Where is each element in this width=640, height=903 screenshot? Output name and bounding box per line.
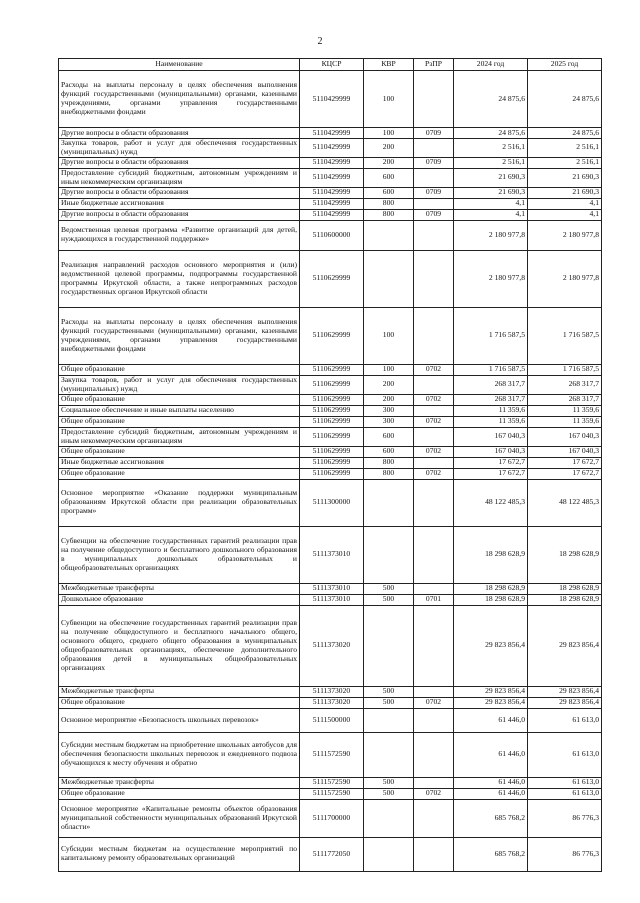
row-rzpr-cell: 0709: [414, 209, 454, 220]
table-row: [59, 777, 602, 788]
row-amount-2024-cell: 29 823 856,4: [454, 697, 528, 708]
row-kvr-cell: [364, 250, 414, 307]
row-kvr-cell: 500: [364, 788, 414, 799]
row-amount-2025-cell: 18 298 628,9: [528, 583, 602, 594]
row-rzpr-cell: [414, 250, 454, 307]
row-kvr-cell: 300: [364, 405, 414, 416]
row-amount-2024-cell: 2 516,1: [454, 139, 528, 158]
header-kvr: КВР: [364, 59, 414, 71]
table-row: [59, 71, 602, 128]
row-kcsr-cell: 5110429999: [300, 198, 364, 209]
row-rzpr-cell: [414, 307, 454, 364]
row-amount-2025-cell: 24 875,6: [528, 71, 602, 128]
row-kvr-cell: 800: [364, 468, 414, 479]
row-kvr-cell: 600: [364, 187, 414, 198]
row-rzpr-cell: [414, 479, 454, 526]
row-amount-2024-cell: 4,1: [454, 209, 528, 220]
row-amount-2025-cell: 29 823 856,4: [528, 605, 602, 686]
row-kvr-cell: [364, 708, 414, 732]
row-name-cell: Иные бюджетные ассигнования: [59, 457, 300, 468]
row-kcsr-cell: 5110629999: [300, 375, 364, 394]
row-name-cell: Предоставление субсидий бюджетным, автономным учреждениям и иным некоммерческим организациям: [59, 427, 300, 446]
row-kvr-cell: 600: [364, 168, 414, 187]
row-name-cell: Расходы на выплаты персоналу в целях обеспечения выполнения функций государственными (муниципальными) органами, казенными учреждениями, органами управления государственными внебюджетными фондами: [59, 307, 300, 364]
table-row: [59, 187, 602, 198]
table-row: [59, 799, 602, 837]
row-amount-2024-cell: 167 040,3: [454, 446, 528, 457]
row-name-cell: Общее образование: [59, 697, 300, 708]
row-kvr-cell: 200: [364, 375, 414, 394]
row-rzpr-cell: 0709: [414, 128, 454, 139]
row-amount-2025-cell: 48 122 485,3: [528, 479, 602, 526]
table-row: [59, 364, 602, 375]
row-amount-2024-cell: 29 823 856,4: [454, 686, 528, 697]
row-rzpr-cell: [414, 777, 454, 788]
header-year-2025: 2025 год: [528, 59, 602, 71]
row-kcsr-cell: 5110429999: [300, 128, 364, 139]
row-rzpr-cell: 0702: [414, 446, 454, 457]
row-name-cell: Общее образование: [59, 364, 300, 375]
row-name-cell: Общее образование: [59, 788, 300, 799]
row-kvr-cell: 100: [364, 307, 414, 364]
table-row: [59, 416, 602, 427]
row-name-cell: Закупка товаров, работ и услуг для обеспечения государственных (муниципальных) нужд: [59, 139, 300, 158]
row-amount-2024-cell: 1 716 587,5: [454, 364, 528, 375]
row-amount-2024-cell: 268 317,7: [454, 394, 528, 405]
row-name-cell: Другие вопросы в области образования: [59, 209, 300, 220]
row-amount-2025-cell: 2 180 977,8: [528, 220, 602, 250]
header-year-2024: 2024 год: [454, 59, 528, 71]
row-kcsr-cell: 5110429999: [300, 71, 364, 128]
table-row: [59, 446, 602, 457]
row-name-cell: Закупка товаров, работ и услуг для обеспечения государственных (муниципальных) нужд: [59, 375, 300, 394]
row-name-cell: Основное мероприятие «Безопасность школьных перевозок»: [59, 708, 300, 732]
row-kvr-cell: [364, 837, 414, 871]
row-amount-2025-cell: 21 690,3: [528, 168, 602, 187]
row-kvr-cell: [364, 605, 414, 686]
table-row: [59, 788, 602, 799]
table-row: [59, 732, 602, 777]
row-kcsr-cell: 5110429999: [300, 157, 364, 168]
row-amount-2024-cell: 11 359,6: [454, 405, 528, 416]
row-rzpr-cell: [414, 526, 454, 583]
table-row: [59, 307, 602, 364]
row-amount-2025-cell: 17 672,7: [528, 457, 602, 468]
row-kcsr-cell: 5111373020: [300, 697, 364, 708]
header-kcsr: КЦСР: [300, 59, 364, 71]
row-amount-2025-cell: 11 359,6: [528, 416, 602, 427]
row-amount-2025-cell: 167 040,3: [528, 446, 602, 457]
row-name-cell: Общее образование: [59, 416, 300, 427]
row-amount-2024-cell: 29 823 856,4: [454, 605, 528, 686]
row-amount-2025-cell: 29 823 856,4: [528, 686, 602, 697]
row-name-cell: Другие вопросы в области образования: [59, 157, 300, 168]
table-row: [59, 128, 602, 139]
row-amount-2025-cell: 18 298 628,9: [528, 526, 602, 583]
row-name-cell: Другие вопросы в области образования: [59, 187, 300, 198]
table-row: [59, 594, 602, 605]
row-amount-2024-cell: 21 690,3: [454, 168, 528, 187]
row-kcsr-cell: 5110629999: [300, 446, 364, 457]
table-row: [59, 708, 602, 732]
header-name: Наименование: [59, 59, 300, 71]
row-kcsr-cell: 5111373010: [300, 526, 364, 583]
row-kvr-cell: 800: [364, 209, 414, 220]
row-name-cell: Ведомственная целевая программа «Развитие организаций для детей, нуждающихся в государственной поддержке»: [59, 220, 300, 250]
row-rzpr-cell: 0702: [414, 788, 454, 799]
row-rzpr-cell: 0702: [414, 394, 454, 405]
row-name-cell: Основное мероприятие «Капитальные ремонты объектов образования муниципальной собственности муниципальных образований Иркутской области»: [59, 799, 300, 837]
row-amount-2024-cell: 61 446,0: [454, 732, 528, 777]
row-rzpr-cell: 0701: [414, 594, 454, 605]
row-amount-2025-cell: 21 690,3: [528, 187, 602, 198]
table-row: [59, 468, 602, 479]
table-row: [59, 394, 602, 405]
table-row: [59, 605, 602, 686]
row-amount-2025-cell: 18 298 628,9: [528, 594, 602, 605]
row-kvr-cell: [364, 526, 414, 583]
row-kvr-cell: 800: [364, 457, 414, 468]
row-kcsr-cell: 5111700000: [300, 799, 364, 837]
row-kvr-cell: 100: [364, 71, 414, 128]
row-rzpr-cell: [414, 168, 454, 187]
table-row: [59, 157, 602, 168]
row-kcsr-cell: 5111772050: [300, 837, 364, 871]
row-name-cell: Субвенции на обеспечение государственных гарантий реализации прав на получение общедоступного и бесплатного начального общего, основного общего, среднего общего образования в муниципальных общеобразовательных организациях, обеспечение дополнительного образования детей в муниципальных общеобразовательных организациях: [59, 605, 300, 686]
row-amount-2024-cell: 17 672,7: [454, 468, 528, 479]
row-kcsr-cell: 5111300000: [300, 479, 364, 526]
row-rzpr-cell: [414, 139, 454, 158]
row-name-cell: Социальное обеспечение и иные выплаты населению: [59, 405, 300, 416]
row-amount-2024-cell: 61 446,0: [454, 708, 528, 732]
row-kcsr-cell: 5111572590: [300, 732, 364, 777]
row-kcsr-cell: 5111373020: [300, 686, 364, 697]
row-kcsr-cell: 5110600000: [300, 220, 364, 250]
row-kvr-cell: 600: [364, 446, 414, 457]
row-amount-2024-cell: 18 298 628,9: [454, 526, 528, 583]
row-kcsr-cell: 5110429999: [300, 209, 364, 220]
row-name-cell: Расходы на выплаты персоналу в целях обеспечения выполнения функций государственными (муниципальными) органами, казенными учреждениями, органами управления государственными внебюджетными фондами: [59, 71, 300, 128]
row-amount-2024-cell: 18 298 628,9: [454, 583, 528, 594]
row-kcsr-cell: 5110629999: [300, 307, 364, 364]
row-kvr-cell: [364, 799, 414, 837]
row-rzpr-cell: 0702: [414, 697, 454, 708]
row-rzpr-cell: [414, 405, 454, 416]
row-amount-2024-cell: 2 516,1: [454, 157, 528, 168]
row-kcsr-cell: 5110429999: [300, 139, 364, 158]
row-amount-2025-cell: 2 516,1: [528, 157, 602, 168]
table-row: [59, 250, 602, 307]
row-amount-2024-cell: 685 768,2: [454, 837, 528, 871]
row-kvr-cell: 100: [364, 364, 414, 375]
row-rzpr-cell: [414, 583, 454, 594]
row-amount-2024-cell: 24 875,6: [454, 128, 528, 139]
row-kcsr-cell: 5110629999: [300, 468, 364, 479]
row-rzpr-cell: [414, 198, 454, 209]
row-rzpr-cell: [414, 220, 454, 250]
row-name-cell: Общее образование: [59, 446, 300, 457]
row-amount-2024-cell: 1 716 587,5: [454, 307, 528, 364]
row-kcsr-cell: 5111572590: [300, 777, 364, 788]
table-row: [59, 405, 602, 416]
row-amount-2025-cell: 11 359,6: [528, 405, 602, 416]
row-amount-2025-cell: 17 672,7: [528, 468, 602, 479]
row-amount-2025-cell: 4,1: [528, 209, 602, 220]
row-amount-2024-cell: 48 122 485,3: [454, 479, 528, 526]
table-row: [59, 220, 602, 250]
row-kvr-cell: 500: [364, 777, 414, 788]
row-kcsr-cell: 5110429999: [300, 187, 364, 198]
row-amount-2024-cell: 61 446,0: [454, 777, 528, 788]
row-name-cell: Иные бюджетные ассигнования: [59, 198, 300, 209]
table-row: [59, 837, 602, 871]
row-name-cell: Другие вопросы в области образования: [59, 128, 300, 139]
row-kvr-cell: 100: [364, 128, 414, 139]
page-number: 2: [317, 36, 323, 47]
row-kcsr-cell: 5111500000: [300, 708, 364, 732]
row-name-cell: Основное мероприятие «Оказание поддержки муниципальным образованиям Иркутской области при реализации образовательных программ»: [59, 479, 300, 526]
table-row: [59, 427, 602, 446]
table-row: [59, 697, 602, 708]
row-amount-2024-cell: 18 298 628,9: [454, 594, 528, 605]
row-kvr-cell: 200: [364, 394, 414, 405]
row-rzpr-cell: [414, 686, 454, 697]
row-rzpr-cell: 0709: [414, 187, 454, 198]
row-rzpr-cell: [414, 837, 454, 871]
row-name-cell: Субсидии местным бюджетам на осуществление мероприятий по капитальному ремонту образовательных организаций: [59, 837, 300, 871]
row-name-cell: Общее образование: [59, 468, 300, 479]
row-amount-2024-cell: 2 180 977,8: [454, 250, 528, 307]
table-row: [59, 198, 602, 209]
row-kcsr-cell: 5111373010: [300, 594, 364, 605]
row-amount-2024-cell: 4,1: [454, 198, 528, 209]
row-kvr-cell: 800: [364, 198, 414, 209]
row-rzpr-cell: [414, 799, 454, 837]
row-kcsr-cell: 5110629999: [300, 457, 364, 468]
table-row: [59, 375, 602, 394]
row-amount-2024-cell: 167 040,3: [454, 427, 528, 446]
row-kcsr-cell: 5111373020: [300, 605, 364, 686]
budget-table: [58, 58, 602, 872]
row-rzpr-cell: 0702: [414, 468, 454, 479]
table-row: [59, 583, 602, 594]
row-amount-2025-cell: 1 716 587,5: [528, 364, 602, 375]
row-kvr-cell: 500: [364, 583, 414, 594]
row-amount-2024-cell: 2 180 977,8: [454, 220, 528, 250]
row-amount-2024-cell: 685 768,2: [454, 799, 528, 837]
row-kvr-cell: 300: [364, 416, 414, 427]
row-name-cell: Предоставление субсидий бюджетным, автономным учреждениям и иным некоммерческим организациям: [59, 168, 300, 187]
table-row: [59, 526, 602, 583]
row-amount-2025-cell: 61 613,0: [528, 788, 602, 799]
row-kvr-cell: 200: [364, 139, 414, 158]
row-name-cell: Общее образование: [59, 394, 300, 405]
row-amount-2025-cell: 2 180 977,8: [528, 250, 602, 307]
row-kvr-cell: 600: [364, 427, 414, 446]
table-row: [59, 209, 602, 220]
row-amount-2025-cell: 167 040,3: [528, 427, 602, 446]
row-kcsr-cell: 5110629999: [300, 394, 364, 405]
table-row: [59, 479, 602, 526]
row-kcsr-cell: 5110429999: [300, 168, 364, 187]
row-kvr-cell: 500: [364, 686, 414, 697]
row-kvr-cell: 200: [364, 157, 414, 168]
row-amount-2025-cell: 86 776,3: [528, 799, 602, 837]
row-kcsr-cell: 5111572590: [300, 788, 364, 799]
table-row: [59, 686, 602, 697]
table-header-row: [59, 59, 602, 71]
row-name-cell: Субвенции на обеспечение государственных гарантий реализации прав на получение общедоступного и бесплатного дошкольного образования в муниципальных дошкольных образовательных и общеобразовательных организациях: [59, 526, 300, 583]
row-name-cell: Межбюджетные трансферты: [59, 583, 300, 594]
table-row: [59, 168, 602, 187]
row-kvr-cell: [364, 220, 414, 250]
header-rzpr: РзПР: [414, 59, 454, 71]
row-kcsr-cell: 5110629999: [300, 250, 364, 307]
row-amount-2024-cell: 17 672,7: [454, 457, 528, 468]
row-rzpr-cell: 0702: [414, 364, 454, 375]
row-amount-2025-cell: 29 823 856,4: [528, 697, 602, 708]
table-row: [59, 457, 602, 468]
row-name-cell: Межбюджетные трансферты: [59, 686, 300, 697]
row-amount-2025-cell: 2 516,1: [528, 139, 602, 158]
row-kvr-cell: 500: [364, 697, 414, 708]
row-amount-2024-cell: 11 359,6: [454, 416, 528, 427]
row-kvr-cell: [364, 479, 414, 526]
row-amount-2025-cell: 61 613,0: [528, 708, 602, 732]
row-amount-2025-cell: 1 716 587,5: [528, 307, 602, 364]
row-name-cell: Межбюджетные трансферты: [59, 777, 300, 788]
row-amount-2025-cell: 86 776,3: [528, 837, 602, 871]
table-row: [59, 139, 602, 158]
row-name-cell: Субсидии местным бюджетам на приобретение школьных автобусов для обеспечения безопасности школьных перевозок и ежедневного подвоза обучающихся к месту обучения и обратно: [59, 732, 300, 777]
row-kvr-cell: [364, 732, 414, 777]
row-amount-2025-cell: 61 613,0: [528, 732, 602, 777]
row-amount-2024-cell: 61 446,0: [454, 788, 528, 799]
row-kcsr-cell: 5110629999: [300, 405, 364, 416]
row-rzpr-cell: [414, 427, 454, 446]
row-kcsr-cell: 5111373010: [300, 583, 364, 594]
row-amount-2025-cell: 4,1: [528, 198, 602, 209]
row-amount-2025-cell: 268 317,7: [528, 375, 602, 394]
row-kcsr-cell: 5110629999: [300, 427, 364, 446]
row-kcsr-cell: 5110629999: [300, 416, 364, 427]
row-amount-2024-cell: 268 317,7: [454, 375, 528, 394]
row-rzpr-cell: [414, 375, 454, 394]
row-amount-2025-cell: 24 875,6: [528, 128, 602, 139]
row-rzpr-cell: [414, 457, 454, 468]
row-name-cell: Дошкольное образование: [59, 594, 300, 605]
row-amount-2025-cell: 268 317,7: [528, 394, 602, 405]
row-rzpr-cell: 0709: [414, 157, 454, 168]
row-rzpr-cell: [414, 605, 454, 686]
row-kcsr-cell: 5110629999: [300, 364, 364, 375]
row-rzpr-cell: [414, 732, 454, 777]
row-rzpr-cell: 0702: [414, 416, 454, 427]
row-name-cell: Реализация направлений расходов основного мероприятия и (или) ведомственной целевой программы, подпрограммы государственной программы Иркутской области, а также непрограммных расходов государственных органов Иркутской области: [59, 250, 300, 307]
row-amount-2025-cell: 61 613,0: [528, 777, 602, 788]
row-kvr-cell: 500: [364, 594, 414, 605]
row-amount-2024-cell: 24 875,6: [454, 71, 528, 128]
row-rzpr-cell: [414, 71, 454, 128]
row-amount-2024-cell: 21 690,3: [454, 187, 528, 198]
row-rzpr-cell: [414, 708, 454, 732]
